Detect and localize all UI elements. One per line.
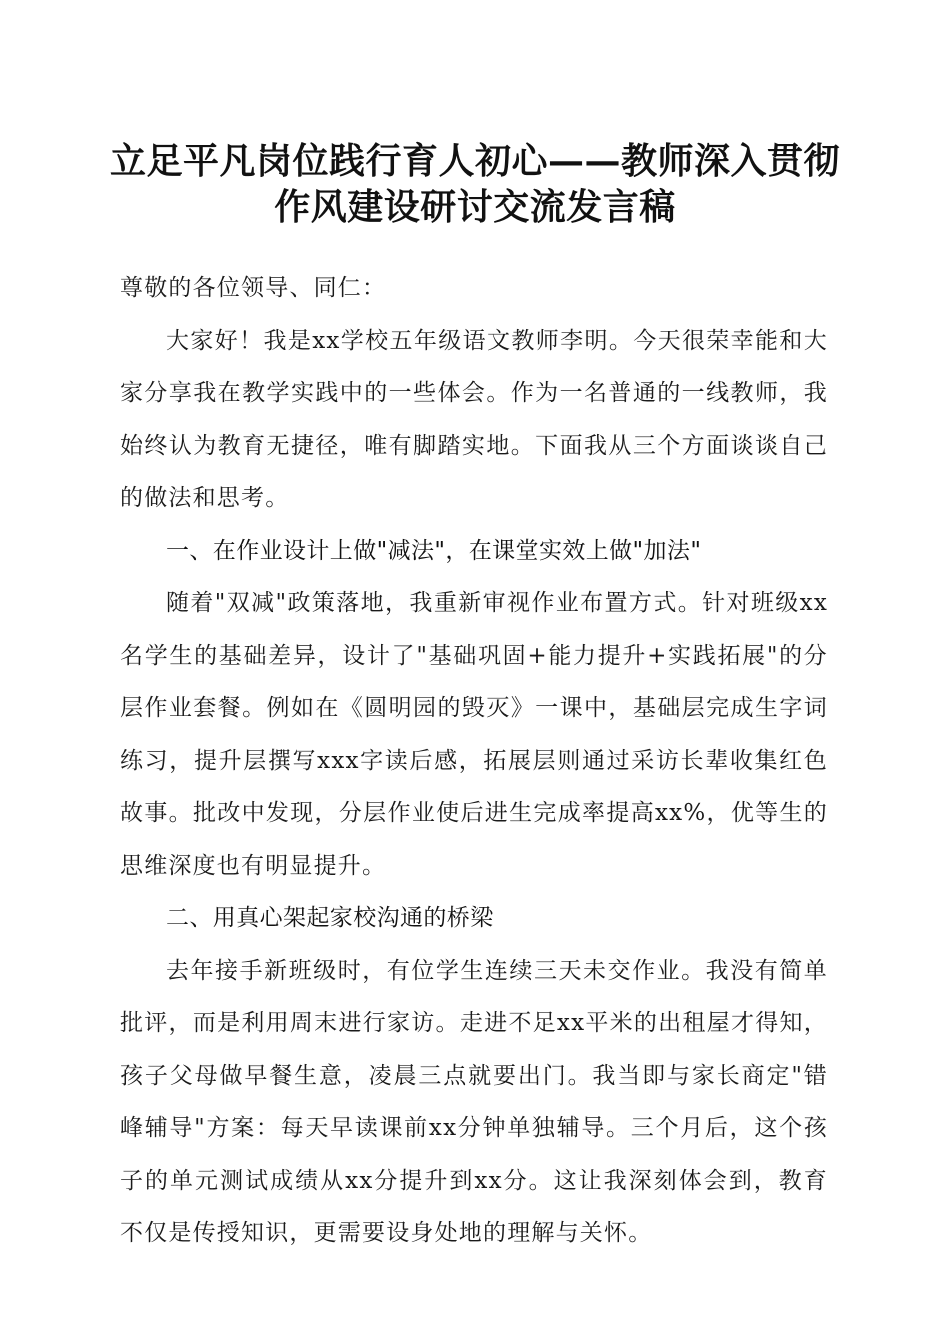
section-1-heading: 一、在作业设计上做"减法"，在课堂实效上做"加法" [166,537,702,564]
section-2-paragraph: 去年接手新班级时，有位学生连续三天未交作业。我没有简单批评，而是利用周末进行家访。走进不足xx平米的出租屋才得知，孩子父母做早餐生意，凌晨三点就要出门。我当即与家长商定"错峰辅导"方案：每天早读课前xx分钟单独辅导。三个月后，这个孩子的单元测试成绩从xx分提升到xx分。这让我深刻体会到，教育不仅是传授知识，更需要设身处地的理解与关怀。 [120,957,828,1246]
title-line-1: 立足平凡岗位践行育人初心——教师深入贯彻 [110,140,841,182]
greeting: 尊敬的各位领导、同仁： [120,275,387,301]
document-body [120,262,828,1260]
section-1-paragraph: 随着"双减"政策落地，我重新审视作业布置方式。针对班级xx名学生的基础差异，设计了"基础巩固+能力提升+实践拓展"的分层作业套餐。例如在《圆明园的毁灭》一课中，基础层完成生字词练习，提升层撰写xxx字读后感，拓展层则通过采访长辈收集红色故事。批改中发现，分层作业使后进生完成率提高xx%，优等生的思维深度也有明显提升。 [120,590,828,879]
document-title [110,138,840,230]
section-2-heading: 二、用真心架起家校沟通的桥梁 [166,905,494,931]
title-line-2: 作风建设研讨交流发言稿 [274,186,676,228]
intro-paragraph: 大家好！我是xx学校五年级语文教师李明。今天很荣幸能和大家分享我在教学实践中的一些体会。作为一名普通的一线教师，我始终认为教育无捷径，唯有脚踏实地。下面我从三个方面谈谈自己的做法和思考。 [120,327,828,511]
